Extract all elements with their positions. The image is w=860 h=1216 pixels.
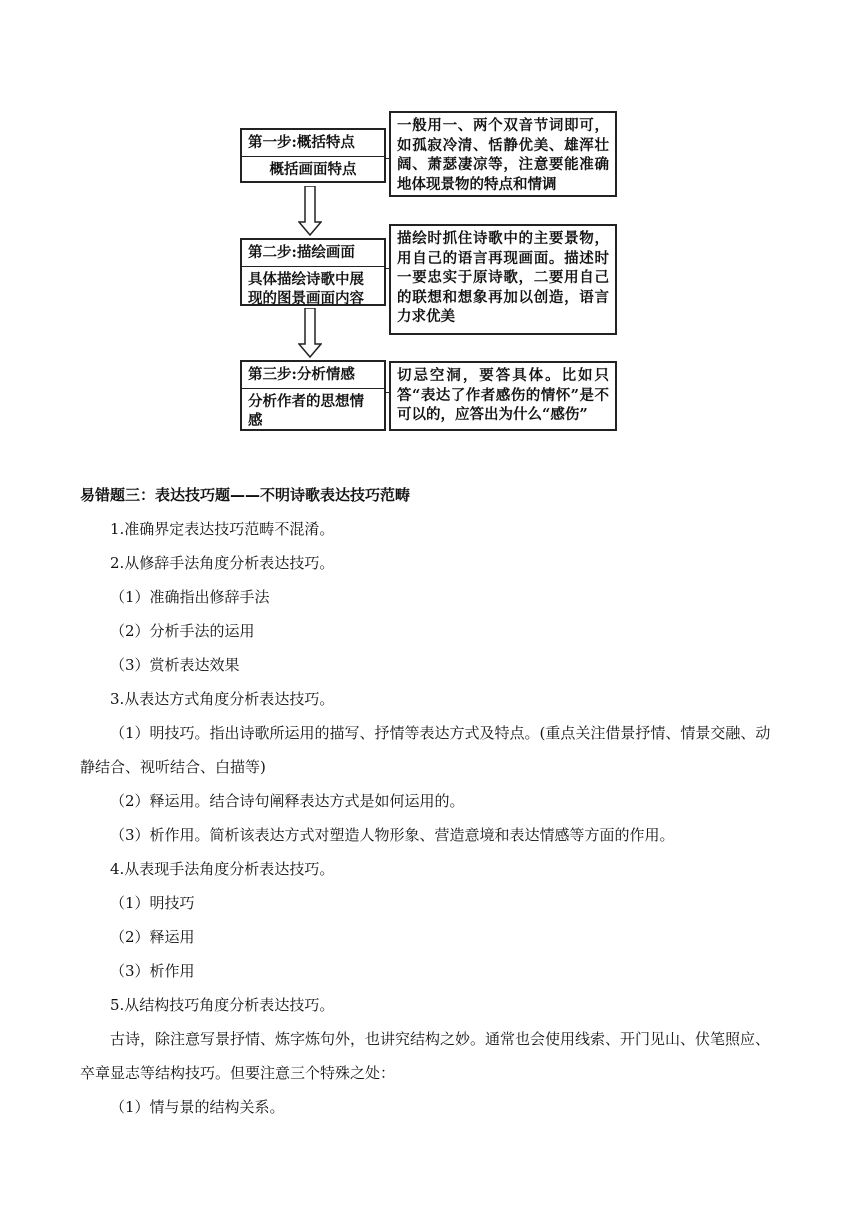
step-3-note: 切忌空洞，要答具体。比如只答“表达了作者感伤的情怀”是不可以的，应答出为什么“感伤”	[389, 361, 617, 431]
paragraph: （1）明技巧。指出诗歌所运用的描写、抒情等表达方式及特点。(重点关注借景抒情、情景交融、动静结合、视听结合、白描等)	[80, 724, 771, 776]
step-3-title: 第三步:分析情感	[242, 362, 384, 389]
down-arrow-icon	[298, 308, 322, 358]
step-1-desc: 概括画面特点	[269, 161, 357, 178]
paragraph: （2）释运用。结合诗句阐释表达方式是如何运用的。	[110, 792, 465, 810]
paragraph: （3）析作用	[110, 962, 195, 980]
down-arrow-icon	[298, 186, 322, 236]
paragraph: （3）赏析表达效果	[110, 656, 240, 674]
step-2-box	[240, 238, 386, 306]
paragraph: 3.从表达方式角度分析表达技巧。	[110, 690, 335, 708]
step-1-box	[240, 128, 386, 183]
flow-diagram	[0, 0, 860, 440]
step-3-desc: 分析作者的思想情感	[248, 393, 364, 429]
paragraph: （2）分析手法的运用	[110, 622, 255, 640]
paragraph: 2.从修辞手法角度分析表达技巧。	[110, 554, 335, 572]
paragraph: 4.从表现手法角度分析表达技巧。	[110, 860, 335, 878]
paragraph: 5.从结构技巧角度分析表达技巧。	[110, 996, 335, 1014]
step-1-title: 第一步:概括特点	[242, 130, 384, 157]
paragraph: （2）释运用	[110, 928, 195, 946]
step-2-note: 描绘时抓住诗歌中的主要景物，用自己的语言再现画面。描述时一要忠实于原诗歌，二要用自己的联想和想象再加以创造，语言力求优美	[389, 224, 617, 335]
paragraph: （1）情与景的结构关系。	[110, 1098, 285, 1116]
section-heading: 易错题三：表达技巧题——不明诗歌表达技巧范畴	[80, 486, 411, 504]
paragraph: 1.准确界定表达技巧范畴不混淆。	[110, 520, 335, 538]
section-content	[80, 478, 780, 1124]
paragraph: （3）析作用。简析该表达方式对塑造人物形象、营造意境和表达情感等方面的作用。	[110, 826, 675, 844]
step-3-box	[240, 360, 386, 431]
paragraph: （1）明技巧	[110, 894, 195, 912]
paragraph: 古诗，除注意写景抒情、炼字炼句外，也讲究结构之妙。通常也会使用线索、开门见山、伏笔照应、卒章显志等结构技巧。但要注意三个特殊之处：	[80, 1030, 771, 1082]
paragraph: （1）准确指出修辞手法	[110, 588, 270, 606]
step-2-desc: 具体描绘诗歌中展现的图景画面内容	[248, 271, 364, 307]
step-1-note: 一般用一、两个双音节词即可，如孤寂冷清、恬静优美、雄浑壮阔、萧瑟凄凉等，注意要能准确地体现景物的特点和情调	[389, 111, 617, 197]
step-2-title: 第二步:描绘画面	[242, 240, 384, 267]
